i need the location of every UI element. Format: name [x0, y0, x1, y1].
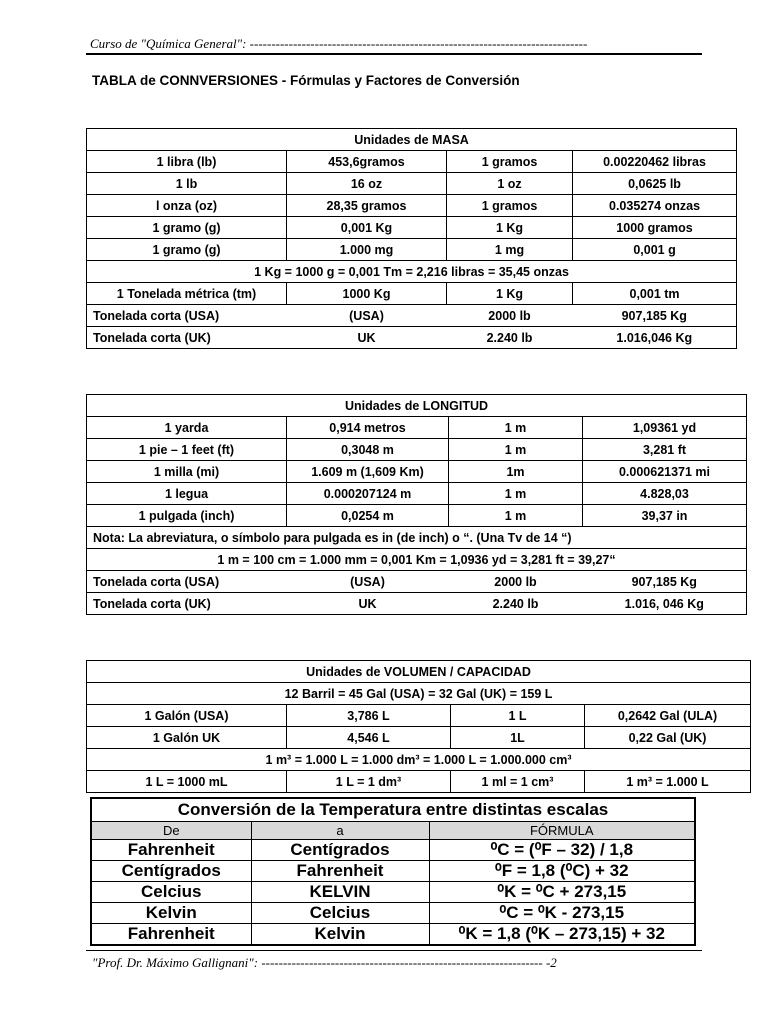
table-cell: 1 gramo (g) — [87, 217, 287, 239]
table-cell: 907,185 Kg — [573, 305, 737, 327]
formula-cell: ⁰C = (⁰F – 32) / 1,8 — [429, 840, 695, 861]
table-cell: 1 Kg — [447, 283, 573, 305]
table-cell: 0,001 Kg — [287, 217, 447, 239]
table-cell: 4,546 L — [287, 727, 451, 749]
table-cell: 3,281 ft — [583, 439, 747, 461]
table-cell: Centígrados — [251, 840, 429, 861]
table-cell: l onza (oz) — [87, 195, 287, 217]
table-cell: (USA) — [287, 571, 449, 593]
table-cell: 1 ml = 1 cm³ — [451, 771, 585, 793]
header-rule — [86, 53, 702, 55]
table-header-row — [91, 822, 695, 840]
table-row — [91, 882, 695, 903]
table-cell: UK — [287, 327, 447, 349]
table-cell: Fahrenheit — [91, 840, 251, 861]
table-cell: 0,0625 lb — [573, 173, 737, 195]
table-cell: Tonelada corta (USA) — [87, 571, 287, 593]
table-cell: 1 pulgada (inch) — [87, 505, 287, 527]
table-cell: 28,35 gramos — [287, 195, 447, 217]
table-cell: 39,37 in — [583, 505, 747, 527]
table-cell: 907,185 Kg — [583, 571, 747, 593]
table-cell: 1000 Kg — [287, 283, 447, 305]
table-row — [87, 549, 747, 571]
table-cell: 1 L — [451, 705, 585, 727]
volume-table-caption: Unidades de VOLUMEN / CAPACIDAD — [87, 661, 751, 683]
table-cell: 1000 gramos — [573, 217, 737, 239]
table-cell: 1L — [451, 727, 585, 749]
table-cell: 1 lb — [87, 173, 287, 195]
table-cell: 1 legua — [87, 483, 287, 505]
formula-cell: ⁰K = 1,8 (⁰K – 273,15) + 32 — [429, 924, 695, 946]
table-cell: 1 libra (lb) — [87, 151, 287, 173]
table-row — [87, 749, 751, 771]
table-cell: 1 pie – 1 feet (ft) — [87, 439, 287, 461]
column-header: a — [251, 822, 429, 840]
table-cell: 1 oz — [447, 173, 573, 195]
table-row — [87, 727, 751, 749]
table-row — [87, 151, 737, 173]
table-cell: 1 milla (mi) — [87, 461, 287, 483]
table-cell: 1 L = 1 dm³ — [287, 771, 451, 793]
table-row — [87, 483, 747, 505]
table-cell: 1m — [449, 461, 583, 483]
length-table — [86, 394, 747, 615]
table-cell: 1 Galón UK — [87, 727, 287, 749]
table-cell: 453,6gramos — [287, 151, 447, 173]
table-cell: 2000 lb — [447, 305, 573, 327]
table-cell: 2000 lb — [449, 571, 583, 593]
table-cell: 2.240 lb — [447, 327, 573, 349]
table-row — [87, 195, 737, 217]
table-cell: 2.240 lb — [449, 593, 583, 615]
table-cell: 0.00220462 libras — [573, 151, 737, 173]
table-row — [87, 217, 737, 239]
table-row — [87, 683, 751, 705]
table-cell: Tonelada corta (UK) — [87, 593, 287, 615]
table-cell: 1.016, 046 Kg — [583, 593, 747, 615]
table-cell: 1.000 mg — [287, 239, 447, 261]
table-cell: 0,0254 m — [287, 505, 449, 527]
length-note: Nota: La abreviatura, o símbolo para pulgada es in (de inch) o “. (Una Tv de 14 “) — [87, 527, 747, 549]
barrel-equivalence-row: 12 Barril = 45 Gal (USA) = 32 Gal (UK) = 159 L — [87, 683, 751, 705]
table-row — [87, 527, 747, 549]
table-row — [91, 840, 695, 861]
table-row — [91, 924, 695, 946]
volume-table — [86, 660, 751, 793]
table-row — [91, 903, 695, 924]
length-equivalence-row: 1 m = 100 cm = 1.000 mm = 0,001 Km = 1,0936 yd = 3,281 ft = 39,27“ — [87, 549, 747, 571]
table-cell: 0,001 tm — [573, 283, 737, 305]
mass-table — [86, 128, 737, 349]
table-row — [87, 417, 747, 439]
table-cell: 1 Tonelada métrica (tm) — [87, 283, 287, 305]
column-header: De — [91, 822, 251, 840]
footer-rule — [86, 950, 702, 951]
table-cell: Kelvin — [91, 903, 251, 924]
temperature-table — [90, 797, 696, 946]
table-cell: Celcius — [91, 882, 251, 903]
table-row — [87, 261, 737, 283]
table-cell: 0,001 g — [573, 239, 737, 261]
table-row — [87, 439, 747, 461]
table-cell: Kelvin — [251, 924, 429, 946]
table-cell: UK — [287, 593, 449, 615]
table-cell: Tonelada corta (USA) — [87, 305, 287, 327]
table-cell: 1 mg — [447, 239, 573, 261]
table-cell: 0,914 metros — [287, 417, 449, 439]
table-row — [87, 327, 737, 349]
formula-cell: ⁰F = 1,8 (⁰C) + 32 — [429, 861, 695, 882]
table-row — [87, 173, 737, 195]
table-row — [87, 239, 737, 261]
table-cell: 0.035274 onzas — [573, 195, 737, 217]
table-row — [87, 283, 737, 305]
table-cell: 4.828,03 — [583, 483, 747, 505]
table-cell: 1,09361 yd — [583, 417, 747, 439]
column-header: FÓRMULA — [429, 822, 695, 840]
table-cell: 1 m — [449, 439, 583, 461]
formula-cell: ⁰K = ⁰C + 273,15 — [429, 882, 695, 903]
formula-cell: ⁰C = ⁰K - 273,15 — [429, 903, 695, 924]
table-cell: 3,786 L — [287, 705, 451, 727]
table-row — [91, 861, 695, 882]
table-row — [87, 305, 737, 327]
table-row — [87, 461, 747, 483]
mass-equivalence-row: 1 Kg = 1000 g = 0,001 Tm = 2,216 libras = 35,45 onzas — [87, 261, 737, 283]
table-cell: 0,22 Gal (UK) — [585, 727, 751, 749]
table-cell: 1 gramos — [447, 195, 573, 217]
table-cell: 0,3048 m — [287, 439, 449, 461]
table-cell: 1 m³ = 1.000 L — [585, 771, 751, 793]
table-row — [87, 593, 747, 615]
table-cell: 0.000207124 m — [287, 483, 449, 505]
table-cell: Celcius — [251, 903, 429, 924]
table-cell: 1 Galón (USA) — [87, 705, 287, 727]
table-cell: 1 m — [449, 483, 583, 505]
table-cell: 1 gramo (g) — [87, 239, 287, 261]
document-title: TABLA de CONNVERSIONES - Fórmulas y Factores de Conversión — [92, 73, 520, 88]
length-table-caption: Unidades de LONGITUD — [87, 395, 747, 417]
table-cell: 1.016,046 Kg — [573, 327, 737, 349]
table-cell: 1 m — [449, 505, 583, 527]
table-cell: Fahrenheit — [91, 924, 251, 946]
table-cell: (USA) — [287, 305, 447, 327]
table-cell: 1 m — [449, 417, 583, 439]
table-cell: 0.000621371 mi — [583, 461, 747, 483]
table-row — [87, 705, 751, 727]
table-cell: KELVIN — [251, 882, 429, 903]
table-cell: 1 gramos — [447, 151, 573, 173]
table-cell: 1.609 m (1,609 Km) — [287, 461, 449, 483]
table-cell: 1 Kg — [447, 217, 573, 239]
table-cell: 1 yarda — [87, 417, 287, 439]
table-cell: 1 L = 1000 mL — [87, 771, 287, 793]
page-footer: "Prof. Dr. Máximo Gallignani": ----------------------------------------------------------------- -2 — [92, 955, 557, 970]
mass-table-caption: Unidades de MASA — [87, 129, 737, 151]
table-row — [87, 771, 751, 793]
table-cell: 0,2642 Gal (ULA) — [585, 705, 751, 727]
table-row — [87, 571, 747, 593]
table-cell: 16 oz — [287, 173, 447, 195]
cubic-meter-equivalence-row: 1 m³ = 1.000 L = 1.000 dm³ = 1.000 L = 1.000.000 cm³ — [87, 749, 751, 771]
table-row — [87, 505, 747, 527]
table-cell: Tonelada corta (UK) — [87, 327, 287, 349]
temperature-table-title: Conversión de la Temperatura entre distintas escalas — [91, 798, 695, 822]
table-cell: Fahrenheit — [251, 861, 429, 882]
page-header: Curso de "Química General": ------------------------------------------------------------------------------ — [90, 36, 588, 51]
table-cell: Centígrados — [91, 861, 251, 882]
